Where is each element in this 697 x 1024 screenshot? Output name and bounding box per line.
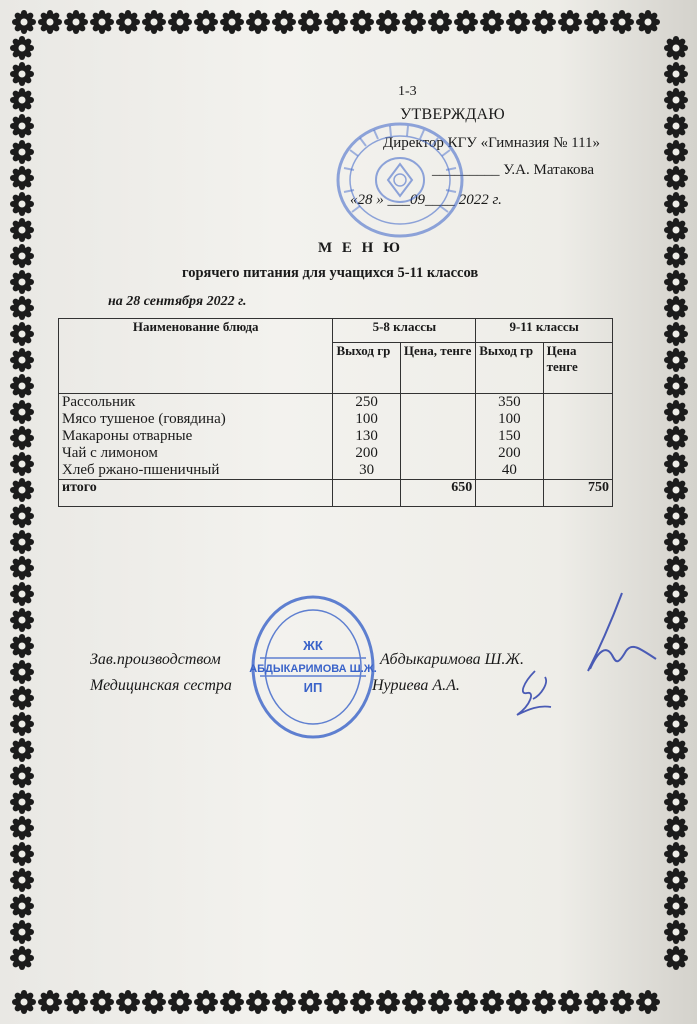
border-ornament xyxy=(116,10,140,34)
header-yield-5-8: Выход гр xyxy=(333,342,400,393)
border-ornament xyxy=(664,88,688,112)
stamp-top-text: ЖК xyxy=(303,638,323,653)
border-ornament xyxy=(12,990,36,1014)
border-ornament xyxy=(10,816,34,840)
menu-date: на 28 сентября 2022 г. xyxy=(108,294,247,309)
border-ornament xyxy=(10,920,34,944)
yield-5-8-cell xyxy=(333,394,400,480)
border-ornament xyxy=(10,192,34,216)
yield-9-11: 40 xyxy=(501,462,517,478)
border-ornament xyxy=(664,894,688,918)
price-5-8-cell xyxy=(400,394,475,480)
border-ornament xyxy=(664,764,688,788)
border-ornament xyxy=(10,894,34,918)
border-ornament xyxy=(90,990,114,1014)
border-ornament xyxy=(116,990,140,1014)
border-ornament xyxy=(664,244,688,268)
border-ornament xyxy=(10,764,34,788)
total-row xyxy=(59,480,613,507)
border-ornament xyxy=(664,816,688,840)
border-ornament xyxy=(10,842,34,866)
border-ornament xyxy=(664,114,688,138)
border-ornament xyxy=(506,10,530,34)
approval-number: 1-3 xyxy=(398,84,417,99)
border-ornament xyxy=(10,114,34,138)
border-ornament xyxy=(454,10,478,34)
border-ornament xyxy=(220,10,244,34)
border-ornament xyxy=(584,990,608,1014)
border-ornament xyxy=(10,270,34,294)
border-ornament xyxy=(324,990,348,1014)
border-ornament xyxy=(10,140,34,164)
border-ornament xyxy=(246,10,270,34)
dish-name: Мясо тушеное (говядина) xyxy=(62,411,226,427)
border-ornament xyxy=(10,244,34,268)
border-ornament xyxy=(64,10,88,34)
border-ornament xyxy=(10,634,34,658)
dish-names-cell xyxy=(59,394,333,480)
border-ornament xyxy=(610,10,634,34)
director-line: Директор КГУ «Гимназия № 111» xyxy=(383,135,601,151)
border-ornament xyxy=(10,712,34,736)
border-ornament xyxy=(664,36,688,60)
stamp-middle-text: АБДЫКАРИМОВА Ш.Ж. xyxy=(249,663,377,675)
border-ornament xyxy=(664,738,688,762)
entrepreneur-stamp xyxy=(248,592,378,742)
yield-5-8: 200 xyxy=(355,445,378,461)
border-ornament xyxy=(10,556,34,580)
header-yield-9-11: Выход гр xyxy=(476,342,543,393)
border-ornament xyxy=(220,990,244,1014)
border-ornament xyxy=(10,582,34,606)
border-ornament xyxy=(10,88,34,112)
border-ornament xyxy=(10,36,34,60)
menu-table xyxy=(58,318,613,507)
border-ornament xyxy=(664,192,688,216)
border-ornament xyxy=(10,62,34,86)
yield-5-8: 30 xyxy=(359,462,375,478)
header-dish-name: Наименование блюда xyxy=(59,319,333,394)
border-ornament xyxy=(10,790,34,814)
border-ornament xyxy=(664,62,688,86)
border-ornament xyxy=(454,990,478,1014)
header-group-9-11: 9-11 классы xyxy=(476,319,613,343)
header-group-5-8: 5-8 классы xyxy=(333,319,476,343)
border-ornament xyxy=(480,990,504,1014)
border-ornament xyxy=(142,10,166,34)
signature-production-head xyxy=(560,585,680,685)
border-ornament xyxy=(10,166,34,190)
header-price-9-11: Цена тенге xyxy=(543,342,612,393)
total-empty xyxy=(476,480,543,507)
official-stamp-seal xyxy=(330,120,470,240)
border-ornament xyxy=(10,738,34,762)
border-ornament xyxy=(376,990,400,1014)
role-nurse: Медицинская сестра xyxy=(90,677,232,694)
yield-9-11: 350 xyxy=(498,394,521,410)
border-ornament xyxy=(636,10,660,34)
border-ornament xyxy=(10,478,34,502)
border-ornament xyxy=(664,946,688,970)
border-ornament xyxy=(272,990,296,1014)
border-ornament xyxy=(10,348,34,372)
dish-name: Рассольник xyxy=(62,394,136,410)
dish-name: Макароны отварные xyxy=(62,428,193,444)
border-ornament xyxy=(664,504,688,528)
border-ornament xyxy=(168,10,192,34)
border-ornament xyxy=(610,990,634,1014)
border-ornament xyxy=(664,712,688,736)
border-ornament xyxy=(402,10,426,34)
stamp-bottom-text: ИП xyxy=(303,680,323,695)
border-ornament xyxy=(480,10,504,34)
border-ornament xyxy=(298,990,322,1014)
border-ornament xyxy=(664,478,688,502)
border-ornament xyxy=(558,990,582,1014)
total-5-8: 650 xyxy=(400,480,475,507)
yield-5-8: 100 xyxy=(355,411,378,427)
header-price-5-8: Цена, тенге xyxy=(400,342,475,393)
role-production-head: Зав.производством xyxy=(90,651,221,668)
border-ornament xyxy=(428,10,452,34)
yield-9-11: 150 xyxy=(498,428,521,444)
border-ornament xyxy=(664,166,688,190)
table-row xyxy=(59,394,613,480)
border-ornament xyxy=(272,10,296,34)
border-ornament xyxy=(10,322,34,346)
border-ornament xyxy=(664,686,688,710)
price-9-11-cell xyxy=(543,394,612,480)
border-ornament xyxy=(664,426,688,450)
border-ornament xyxy=(664,842,688,866)
border-ornament xyxy=(12,10,36,34)
total-empty xyxy=(333,480,400,507)
border-ornament xyxy=(664,140,688,164)
border-ornament xyxy=(10,868,34,892)
border-ornament xyxy=(10,946,34,970)
border-ornament xyxy=(38,10,62,34)
border-ornament xyxy=(664,374,688,398)
border-ornament xyxy=(664,868,688,892)
yield-9-11: 200 xyxy=(498,445,521,461)
director-signature-line: _________ У.А. Матакова xyxy=(432,162,595,178)
border-ornament xyxy=(142,990,166,1014)
border-ornament xyxy=(298,10,322,34)
name-nurse: Нуриева А.А. xyxy=(372,677,460,694)
border-ornament xyxy=(664,322,688,346)
border-ornament xyxy=(350,990,374,1014)
border-ornament xyxy=(10,608,34,632)
border-ornament xyxy=(10,426,34,450)
yield-5-8: 250 xyxy=(355,394,378,410)
border-ornament xyxy=(10,218,34,242)
name-production-head: Абдыкаримова Ш.Ж. xyxy=(380,651,524,668)
border-ornament xyxy=(428,990,452,1014)
border-ornament xyxy=(168,990,192,1014)
border-ornament xyxy=(506,990,530,1014)
border-ornament xyxy=(10,686,34,710)
border-ornament xyxy=(664,452,688,476)
signature-nurse xyxy=(505,665,575,725)
border-ornament xyxy=(664,218,688,242)
total-9-11: 750 xyxy=(543,480,612,507)
yield-5-8: 130 xyxy=(355,428,378,444)
border-ornament xyxy=(324,10,348,34)
border-ornament xyxy=(38,990,62,1014)
border-ornament xyxy=(532,990,556,1014)
border-ornament xyxy=(10,400,34,424)
document-title: М Е Н Ю xyxy=(318,240,403,256)
border-ornament xyxy=(246,990,270,1014)
border-ornament xyxy=(64,990,88,1014)
border-ornament xyxy=(376,10,400,34)
border-ornament xyxy=(402,990,426,1014)
border-ornament xyxy=(584,10,608,34)
border-ornament xyxy=(664,920,688,944)
yield-9-11-cell xyxy=(476,394,543,480)
approve-heading: УТВЕРЖДАЮ xyxy=(400,106,505,123)
approval-date: «28 » ___09____ 2022 г. xyxy=(350,192,502,208)
border-ornament xyxy=(664,530,688,554)
border-ornament xyxy=(10,374,34,398)
border-ornament xyxy=(10,530,34,554)
border-ornament xyxy=(194,990,218,1014)
dish-name: Хлеб ржано-пшеничный xyxy=(62,462,220,478)
border-ornament xyxy=(10,296,34,320)
border-ornament xyxy=(664,270,688,294)
border-ornament xyxy=(10,660,34,684)
border-ornament xyxy=(194,10,218,34)
yield-9-11: 100 xyxy=(498,411,521,427)
border-ornament xyxy=(10,452,34,476)
border-ornament xyxy=(664,556,688,580)
border-ornament xyxy=(664,348,688,372)
border-ornament xyxy=(532,10,556,34)
border-ornament xyxy=(636,990,660,1014)
border-ornament xyxy=(10,504,34,528)
border-ornament xyxy=(664,400,688,424)
border-ornament xyxy=(664,296,688,320)
border-ornament xyxy=(90,10,114,34)
dish-name: Чай с лимоном xyxy=(62,445,158,461)
border-ornament xyxy=(664,790,688,814)
total-label: итого xyxy=(59,480,333,507)
border-ornament xyxy=(350,10,374,34)
border-ornament xyxy=(558,10,582,34)
document-subtitle: горячего питания для учащихся 5-11 классов xyxy=(182,265,479,281)
